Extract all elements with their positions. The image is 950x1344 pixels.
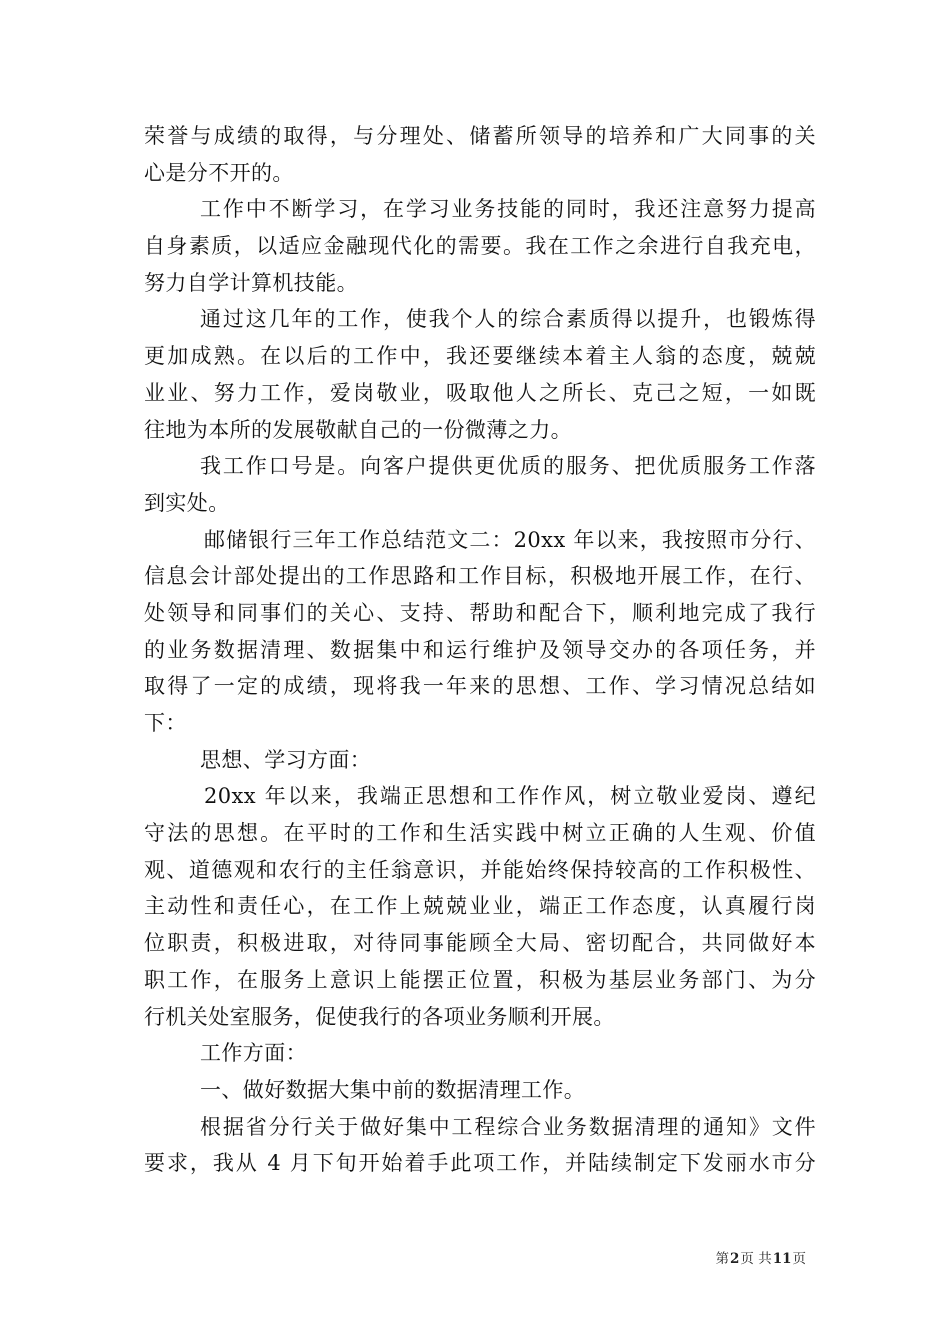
- page-number-footer: [660, 1247, 806, 1267]
- footer-prefix: 第: [715, 1251, 729, 1267]
- total-page-number: 11: [772, 1251, 792, 1267]
- text-line: 我工作口号是。向客户提供更优质的服务、把优质服务工作落: [200, 454, 816, 479]
- text-line: 自身素质，以适应金融现代化的需要。我在工作之余进行自我充电，: [144, 234, 816, 259]
- text-line: 位职责，积极进取，对待同事能顾全大局、密切配合，共同做好本: [144, 931, 816, 956]
- current-page-number: 2: [730, 1251, 740, 1267]
- text-line: 邮储银行三年工作总结范文二：20xx 年以来，我按照市分行、: [204, 527, 816, 552]
- text-line: 要求，我从 4 月下旬开始着手此项工作，并陆续制定下发丽水市分: [144, 1151, 816, 1176]
- text-line: 行机关处室服务，促使我行的各项业务顺利开展。: [144, 1004, 615, 1029]
- text-line: 更加成熟。在以后的工作中，我还要继续本着主人翁的态度，兢兢: [144, 344, 816, 369]
- footer-middle: 页 共: [740, 1251, 772, 1267]
- text-line: 职工作，在服务上意识上能摆正位置，积极为基层业务部门、为分: [144, 967, 816, 992]
- text-line: 取得了一定的成绩，现将我一年来的思想、工作、学习情况总结如: [144, 674, 816, 699]
- text-line: 主动性和责任心，在工作上兢兢业业，端正工作态度，认真履行岗: [144, 894, 816, 919]
- text-line: 下：: [144, 711, 187, 735]
- text-line: 荣誉与成绩的取得，与分理处、储蓄所领导的培养和广大同事的关: [144, 124, 816, 148]
- text-line: 业业、努力工作，爱岗敬业，吸取他人之所长、克己之短，一如既: [144, 380, 816, 405]
- body-text: [144, 118, 816, 1182]
- text-line: 到实处。: [144, 490, 230, 515]
- text-line: 观、道德观和农行的主任翁意识，并能始终保持较高的工作积极性、: [144, 857, 816, 882]
- text-line: 工作中不断学习，在学习业务技能的同时，我还注意努力提高: [200, 197, 816, 222]
- text-line: 处领导和同事们的关心、支持、帮助和配合下，顺利地完成了我行: [144, 600, 816, 625]
- text-line: 努力自学计算机技能。: [144, 270, 358, 295]
- footer-suffix: 页: [792, 1251, 806, 1267]
- section-heading: 工作方面：: [200, 1041, 307, 1066]
- text-line: 往地为本所的发展敬献自己的一份微薄之力。: [144, 417, 572, 442]
- text-line: 20xx 年以来，我端正思想和工作作风，树立敬业爱岗、遵纪: [204, 784, 816, 809]
- section-heading: 思想、学习方面：: [200, 747, 372, 772]
- text-line: 根据省分行关于做好集中工程综合业务数据清理的通知》文件: [200, 1114, 816, 1139]
- text-line: 的业务数据清理、数据集中和运行维护及领导交办的各项任务，并: [144, 637, 816, 662]
- subsection-heading: 一、做好数据大集中前的数据清理工作。: [200, 1077, 586, 1102]
- text-line: 信息会计部处提出的工作思路和工作目标，积极地开展工作，在行、: [144, 564, 816, 589]
- text-line: 心是分不开的。: [144, 160, 294, 185]
- text-line: 守法的思想。在平时的工作和生活实践中树立正确的人生观、价值: [144, 821, 816, 846]
- text-line: 通过这几年的工作，使我个人的综合素质得以提升，也锻炼得: [200, 307, 816, 332]
